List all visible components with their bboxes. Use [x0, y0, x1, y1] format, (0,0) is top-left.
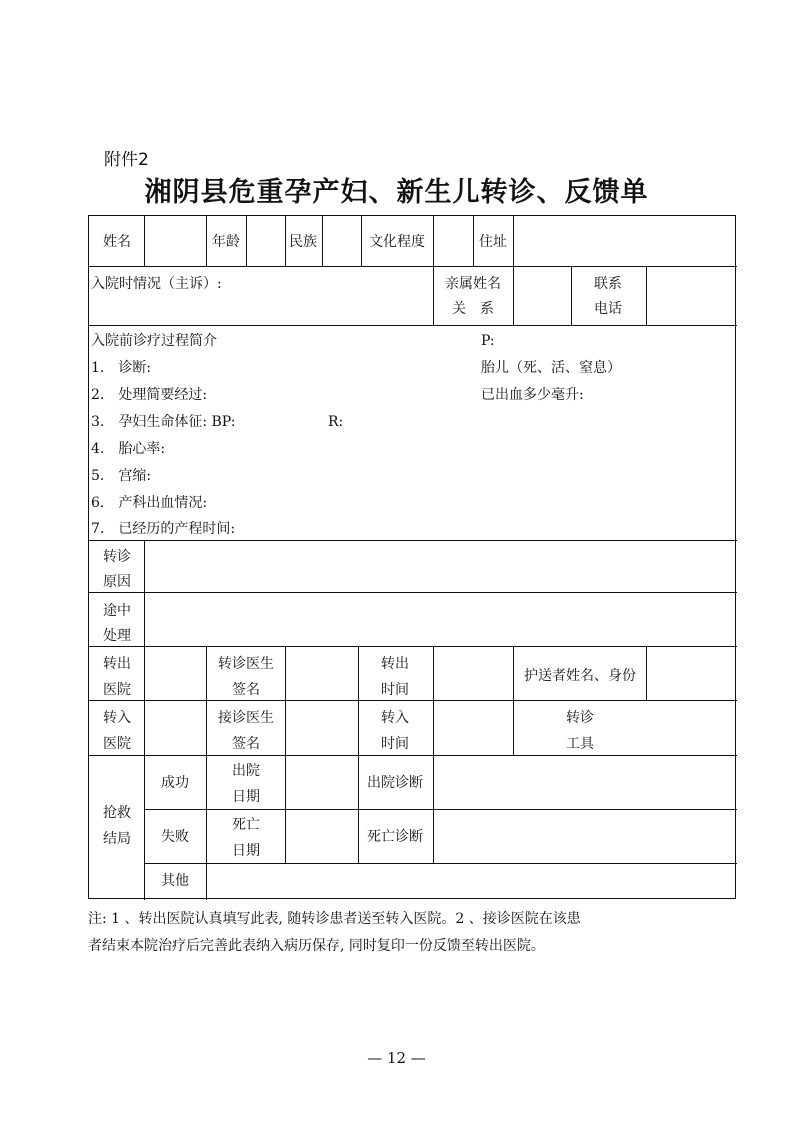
transfer-out-hospital-label: 医院	[103, 682, 131, 698]
referring-doctor-label: 转诊医生	[218, 656, 274, 672]
pre-treatment-item: 7. 已经历的产程时间:	[91, 521, 236, 537]
age-label: 年龄	[212, 234, 240, 250]
death-date-label: 日期	[232, 843, 260, 859]
respiration-label: R:	[328, 414, 344, 430]
contact-label: 联系	[594, 276, 622, 292]
outcome-label: 抢救	[103, 805, 131, 821]
row-divider	[144, 863, 737, 864]
relative-name-label: 亲属姓名	[445, 276, 501, 292]
relation-label: 关 系	[452, 301, 494, 317]
en-route-label: 途中	[103, 603, 131, 619]
row-divider	[89, 700, 737, 701]
name-label: 姓名	[103, 234, 131, 250]
ethnicity-label: 民族	[289, 234, 317, 250]
pre-treatment-item: 2. 处理简要经过:	[91, 387, 208, 403]
address-label: 住址	[479, 234, 507, 250]
transfer-in-hospital-label: 转入	[103, 710, 131, 726]
discharge-diagnosis-label: 出院诊断	[367, 775, 423, 791]
fail-label: 失败	[161, 829, 189, 845]
pre-treatment-item: 3. 孕妇生命体征: BP:	[91, 414, 236, 430]
phone-label: 电话	[594, 301, 622, 317]
note-line: 注: 1 、转出医院认真填写此表, 随转诊患者送至转入医院。2 、接诊医院在该患	[88, 911, 581, 927]
transport-tool-label: 工具	[566, 736, 594, 752]
death-diagnosis-label: 死亡诊断	[367, 829, 423, 845]
attachment-label: 附件2	[104, 150, 149, 170]
receiving-doctor-label: 接诊医生	[218, 710, 274, 726]
row-divider	[89, 755, 737, 756]
transfer-out-time-label: 转出	[381, 656, 409, 672]
transfer-out-hospital-label: 转出	[103, 656, 131, 672]
success-label: 成功	[161, 775, 189, 791]
outcome-label: 结局	[103, 831, 131, 847]
form-title: 湘阴县危重孕产妇、新生儿转诊、反馈单	[144, 177, 649, 208]
transfer-in-time-label: 转入	[381, 710, 409, 726]
row-divider	[89, 325, 737, 326]
transfer-in-time-label: 时间	[381, 736, 409, 752]
discharge-date-label: 日期	[232, 789, 260, 805]
en-route-label: 处理	[103, 628, 131, 644]
referral-form-table	[88, 215, 736, 899]
escort-label: 护送者姓名、身份	[524, 668, 636, 684]
row-divider	[144, 809, 737, 810]
page-number: — 12 —	[367, 1049, 426, 1067]
pre-treatment-item: 5. 宫缩:	[91, 468, 152, 484]
row-divider	[89, 540, 737, 541]
pulse-label: P:	[481, 333, 495, 349]
discharge-date-label: 出院	[232, 763, 260, 779]
referral-reason-label: 转诊	[103, 549, 131, 565]
pre-treatment-item: 1. 诊断:	[91, 360, 152, 376]
referral-reason-label: 原因	[103, 574, 131, 590]
referring-doctor-label: 签名	[232, 682, 260, 698]
receiving-doctor-label: 签名	[232, 736, 260, 752]
row-divider	[89, 646, 737, 647]
row-divider	[89, 266, 737, 267]
pre-treatment-item: 4. 胎心率:	[91, 441, 166, 457]
note-line: 者结束本院治疗后完善此表纳入病历保存, 同时复印一份反馈至转出医院。	[88, 938, 545, 954]
transport-tool-label: 转诊	[566, 710, 594, 726]
admission-label: 入院时情况（主诉）:	[91, 276, 222, 292]
fetus-status-label: 胎儿（死、活、窒息）	[481, 360, 621, 376]
transfer-in-hospital-label: 医院	[103, 736, 131, 752]
row-divider	[89, 592, 737, 593]
education-label: 文化程度	[369, 234, 425, 250]
bleeding-amount-label: 已出血多少毫升:	[481, 387, 584, 403]
transfer-out-time-label: 时间	[381, 682, 409, 698]
pre-treatment-item: 6. 产科出血情况:	[91, 495, 208, 511]
pre-treatment-heading: 入院前诊疗过程简介	[91, 333, 217, 349]
other-label: 其他	[161, 873, 189, 889]
form-notes	[88, 906, 738, 960]
death-date-label: 死亡	[232, 817, 260, 833]
